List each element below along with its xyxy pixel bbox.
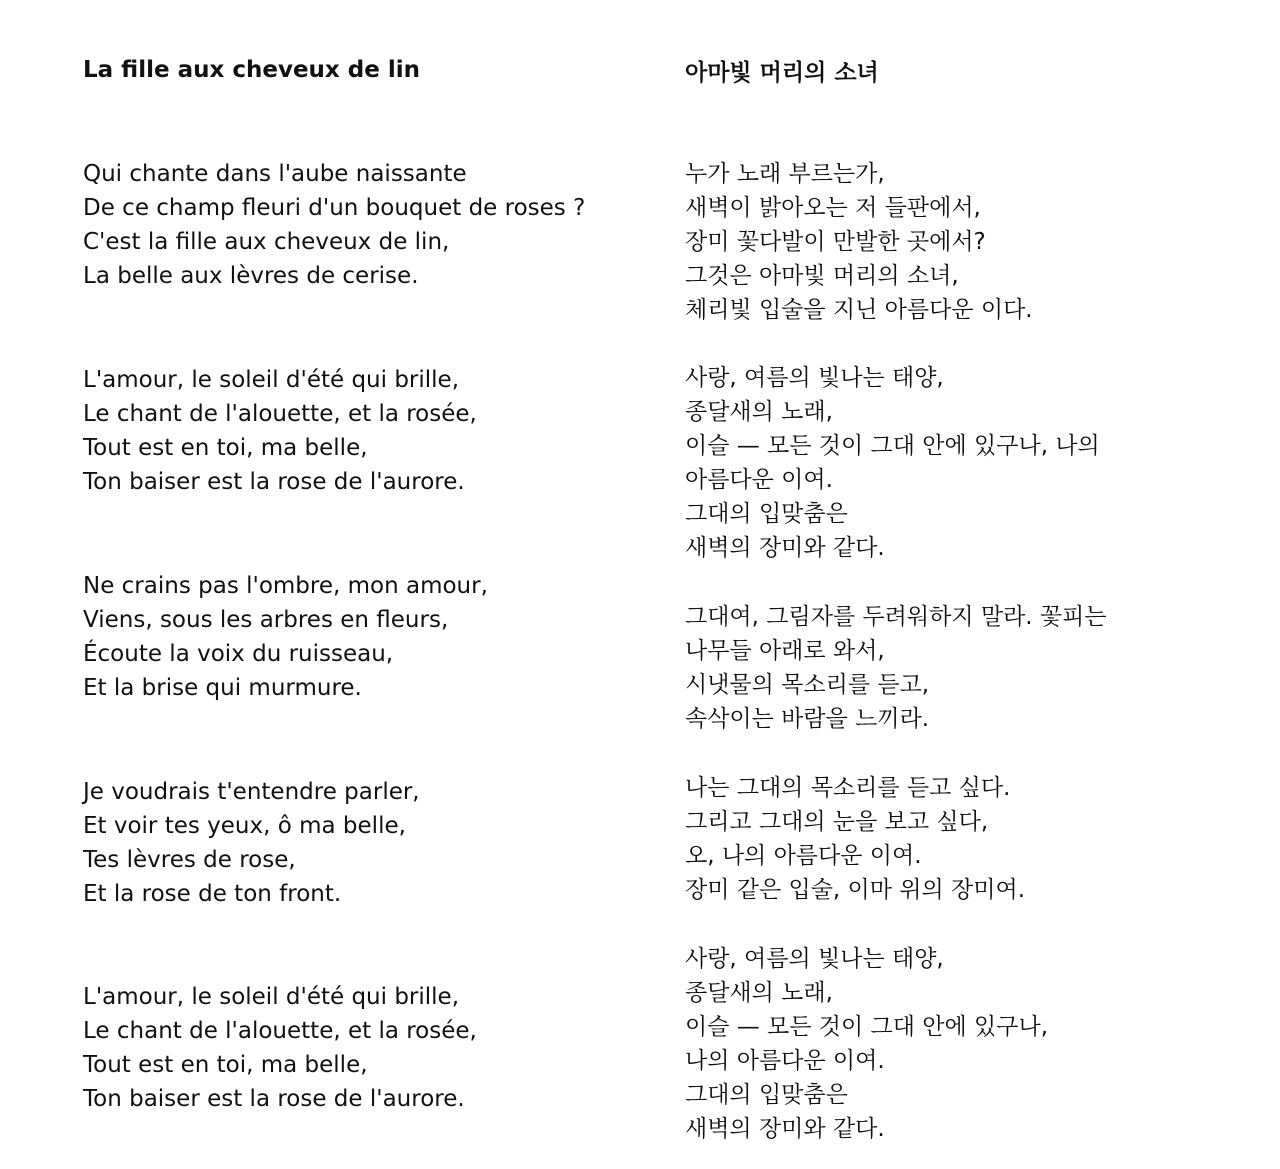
korean-poem-line: 새벽이 밝아오는 저 들판에서, [685, 195, 981, 221]
korean-poem-line: 장미 꽃다발이 만발한 곳에서? [685, 229, 986, 255]
french-poem-line: C'est la fille aux cheveux de lin, [83, 229, 450, 255]
korean-poem-line: 나무들 아래로 와서, [685, 638, 885, 664]
french-poem-line: Je voudrais t'entendre parler, [83, 779, 420, 805]
french-stanza-4 [83, 775, 420, 911]
korean-poem-line: 사랑, 여름의 빛나는 태양, [685, 946, 944, 972]
korean-poem-line: 그대의 입맞춤은 [685, 501, 848, 527]
korean-poem-title: 아마빛 머리의 소녀 [685, 60, 879, 86]
french-poem-line: Ton baiser est la rose de l'aurore. [83, 469, 465, 495]
french-poem-line: Ne crains pas l'ombre, mon amour, [83, 573, 488, 599]
korean-poem-line: 속삭이는 바람을 느끼라. [685, 706, 930, 732]
korean-stanza-3 [685, 600, 1107, 736]
korean-poem-line: 새벽의 장미와 같다. [685, 535, 885, 561]
korean-poem-line: 시냇물의 목소리를 듣고, [685, 672, 930, 698]
french-poem-line: De ce champ fleuri d'un bouquet de roses ? [83, 195, 586, 221]
french-poem-line: Tout est en toi, ma belle, [83, 1052, 368, 1078]
korean-poem-line: 체리빛 입술을 지닌 아름다운 이다. [685, 297, 1033, 323]
korean-stanza-5 [685, 942, 1048, 1146]
korean-poem-line: 이슬 — 모든 것이 그대 안에 있구나, 나의 [685, 433, 1100, 459]
french-stanza-5 [83, 980, 477, 1116]
french-poem-line: Qui chante dans l'aube naissante [83, 161, 467, 187]
french-poem-title: La fille aux cheveux de lin [83, 57, 420, 83]
french-poem-line: Et la brise qui murmure. [83, 675, 362, 701]
french-stanza-2 [83, 363, 477, 499]
korean-poem-line: 장미 같은 입술, 이마 위의 장미여. [685, 877, 1026, 903]
korean-poem-line: 나의 아름다운 이여. [685, 1048, 885, 1074]
korean-poem-line: 종달새의 노래, [685, 399, 833, 425]
korean-poem-line: 누가 노래 부르는가, [685, 161, 885, 187]
korean-poem-line: 그대의 입맞춤은 [685, 1082, 848, 1108]
french-stanza-1 [83, 157, 585, 293]
korean-poem-line: 아름다운 이여. [685, 467, 833, 493]
korean-poem-line: 그리고 그대의 눈을 보고 싶다, [685, 809, 989, 835]
korean-poem-line: 그것은 아마빛 머리의 소녀, [685, 263, 959, 289]
french-poem-line: Le chant de l'alouette, et la rosée, [83, 401, 477, 427]
korean-poem-line: 이슬 — 모든 것이 그대 안에 있구나, [685, 1014, 1049, 1040]
korean-poem-line: 그대여, 그림자를 두려워하지 말라. 꽃피는 [685, 604, 1107, 630]
french-poem-line: La belle aux lèvres de cerise. [83, 263, 419, 289]
korean-poem-line: 새벽의 장미와 같다. [685, 1116, 885, 1142]
korean-poem-line: 나는 그대의 목소리를 듣고 싶다. [685, 775, 1011, 801]
french-poem-line: Écoute la voix du ruisseau, [83, 641, 394, 667]
french-poem-line: Le chant de l'alouette, et la rosée, [83, 1018, 477, 1044]
french-poem-line: Tes lèvres de rose, [83, 847, 296, 873]
french-poem-line: L'amour, le soleil d'été qui brille, [83, 367, 460, 393]
korean-poem-line: 오, 나의 아름다운 이여. [685, 843, 922, 869]
korean-stanza-2 [685, 361, 1100, 565]
french-poem-line: Viens, sous les arbres en fleurs, [83, 607, 449, 633]
french-poem-line: Tout est en toi, ma belle, [83, 435, 368, 461]
korean-stanza-1 [685, 157, 1033, 327]
french-poem-line: L'amour, le soleil d'été qui brille, [83, 984, 460, 1010]
french-poem-line: Ton baiser est la rose de l'aurore. [83, 1086, 465, 1112]
korean-stanza-4 [685, 771, 1025, 907]
french-poem-line: Et voir tes yeux, ô ma belle, [83, 813, 406, 839]
french-stanza-3 [83, 569, 488, 705]
french-poem-line: Et la rose de ton front. [83, 881, 342, 907]
korean-poem-line: 사랑, 여름의 빛나는 태양, [685, 365, 944, 391]
korean-poem-line: 종달새의 노래, [685, 980, 833, 1006]
